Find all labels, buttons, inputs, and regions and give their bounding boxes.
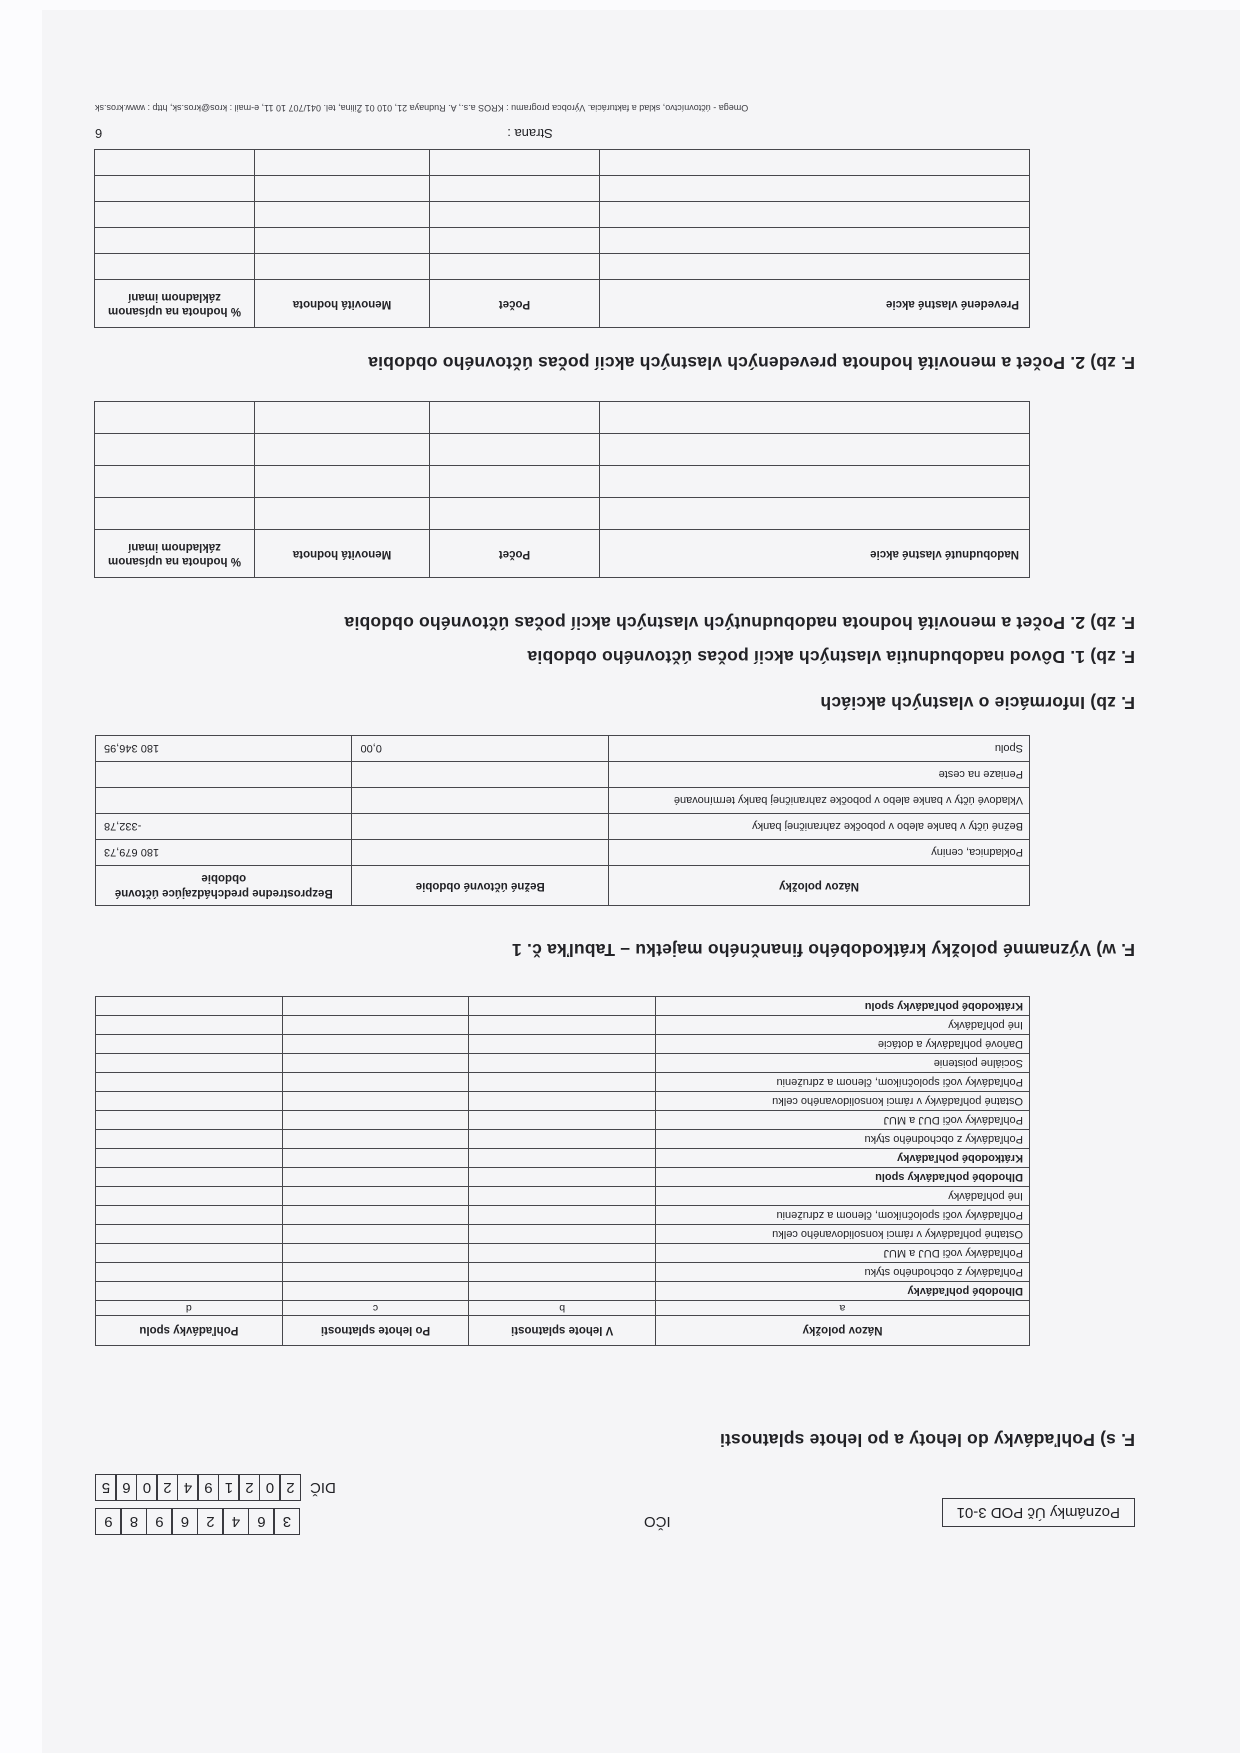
row-label: Vkladové účty v banke alebo v pobočke zahraničnej banky termínované <box>609 788 1030 814</box>
row-label: Bežné účty v banke alebo v pobočke zahraničnej banky <box>609 814 1030 840</box>
table-row-total <box>96 736 1030 762</box>
ico-digit: 2 <box>197 1508 224 1535</box>
section-fs-title: F. s) Pohľadávky do lehoty a po lehote splatnosti <box>719 1430 1135 1450</box>
dic-row <box>95 1474 671 1501</box>
amount-cell <box>96 762 353 788</box>
acquired-shares-table <box>94 401 1030 578</box>
amount-cell: 0,00 <box>352 736 609 762</box>
empty-cell <box>95 228 255 254</box>
receivables-table <box>95 996 1030 1346</box>
col-header: Počet <box>430 280 600 328</box>
col-header: Menovitá hodnota <box>255 280 430 328</box>
row-label: Daňové pohľadávky a dotácie <box>656 1035 1030 1054</box>
empty-cell <box>282 1111 469 1130</box>
empty-cell <box>469 1035 656 1054</box>
col-header: Názov položky <box>609 866 1030 906</box>
table-row <box>96 1187 1030 1206</box>
empty-cell <box>95 150 255 176</box>
amount-cell: 180 346,95 <box>96 736 353 762</box>
empty-cell <box>469 997 656 1016</box>
amount-cell <box>96 788 353 814</box>
empty-cell <box>469 1054 656 1073</box>
empty-cell <box>430 228 600 254</box>
empty-cell <box>282 997 469 1016</box>
row-label: Pohľadávky voči spoločníkom, členom a združeniu <box>656 1073 1030 1092</box>
table-row <box>96 840 1030 866</box>
empty-cell <box>95 434 255 466</box>
empty-cell <box>95 254 255 280</box>
ico-digit: 6 <box>248 1508 275 1535</box>
table-row <box>95 176 1030 202</box>
empty-cell <box>282 1054 469 1073</box>
empty-cell <box>96 1244 283 1263</box>
table-row <box>96 814 1030 840</box>
table-row <box>96 1263 1030 1282</box>
empty-cell <box>255 434 430 466</box>
empty-cell <box>430 498 600 530</box>
table-row <box>96 1111 1030 1130</box>
col-header: Pohľadávky spolu <box>96 1316 283 1346</box>
column-letters-row <box>96 1301 1030 1316</box>
table-row <box>96 762 1030 788</box>
empty-cell <box>469 1016 656 1035</box>
row-label: Iné pohľadávky <box>656 1187 1030 1206</box>
row-label: Pohľadávky voči spoločníkom, členom a združeniu <box>656 1206 1030 1225</box>
table-row <box>95 402 1030 434</box>
empty-cell <box>469 1168 656 1187</box>
amount-cell <box>352 840 609 866</box>
table-header-row <box>96 1316 1030 1346</box>
empty-cell <box>96 1282 283 1301</box>
col-letter: c <box>282 1301 469 1316</box>
empty-cell <box>469 1263 656 1282</box>
empty-cell <box>430 254 600 280</box>
empty-cell <box>282 1244 469 1263</box>
table-row <box>96 1016 1030 1035</box>
dic-digit: 2 <box>157 1474 179 1501</box>
row-label: Krátkodobé pohľadávky spolu <box>656 997 1030 1016</box>
section-zb1-title: F. zb) 1. Dôvod nadobudnutia vlastných akcií počas účtovného obdobia <box>527 647 1135 667</box>
empty-cell <box>96 1054 283 1073</box>
row-label: Sociálne poistenie <box>656 1054 1030 1073</box>
empty-cell <box>255 202 430 228</box>
table-row <box>96 1130 1030 1149</box>
empty-cell <box>600 498 1030 530</box>
empty-cell <box>282 1282 469 1301</box>
table-row <box>95 150 1030 176</box>
amount-cell <box>352 762 609 788</box>
empty-cell <box>282 1092 469 1111</box>
empty-cell <box>96 997 283 1016</box>
col-header: Bežné účtovné obdobie <box>352 866 609 906</box>
empty-cell <box>600 150 1030 176</box>
ico-digit: 9 <box>146 1508 173 1535</box>
financial-assets-table <box>95 735 1030 906</box>
dic-digit: 2 <box>280 1474 302 1501</box>
document-body <box>95 104 1135 1753</box>
page-number: 6 <box>95 126 103 142</box>
empty-cell <box>255 466 430 498</box>
ico-row <box>95 1508 671 1535</box>
ico-digit: 9 <box>95 1508 122 1535</box>
dic-digit: 5 <box>95 1474 117 1501</box>
empty-cell <box>255 228 430 254</box>
empty-cell <box>469 1282 656 1301</box>
table-row <box>96 1225 1030 1244</box>
dic-digit: 0 <box>259 1474 281 1501</box>
empty-cell <box>96 1187 283 1206</box>
empty-cell <box>95 202 255 228</box>
table-row <box>96 1206 1030 1225</box>
amount-cell <box>352 814 609 840</box>
section-zb-title: F. zb) Informácie o vlastných akciách <box>820 693 1135 713</box>
row-label: Dlhodobé pohľadávky <box>656 1282 1030 1301</box>
empty-cell <box>96 1035 283 1054</box>
amount-cell: -332,78 <box>96 814 353 840</box>
table-row <box>96 788 1030 814</box>
form-code-box: Poznámky Úč POD 3-01 <box>942 1498 1135 1527</box>
id-block <box>95 1467 671 1535</box>
empty-cell <box>430 202 600 228</box>
row-label: Pohľadávky voči DUJ a MUJ <box>656 1111 1030 1130</box>
empty-cell <box>469 1092 656 1111</box>
empty-cell <box>282 1035 469 1054</box>
table-row <box>96 1054 1030 1073</box>
dic-digit: 0 <box>136 1474 158 1501</box>
ico-digit: 4 <box>223 1508 250 1535</box>
table-header-row <box>95 280 1030 328</box>
ico-digit: 8 <box>121 1508 148 1535</box>
col-letter: d <box>96 1301 283 1316</box>
table-header-row <box>96 866 1030 906</box>
row-label: Krátkodobé pohľadávky <box>656 1149 1030 1168</box>
table-row <box>95 228 1030 254</box>
empty-cell <box>96 1130 283 1149</box>
empty-cell <box>95 498 255 530</box>
table-row <box>96 1149 1030 1168</box>
empty-cell <box>469 1206 656 1225</box>
row-label: Dlhodobé pohľadávky spolu <box>656 1168 1030 1187</box>
empty-cell <box>469 1073 656 1092</box>
empty-cell <box>430 150 600 176</box>
table-row <box>96 1092 1030 1111</box>
empty-cell <box>255 402 430 434</box>
ico-label: IČO <box>644 1513 671 1530</box>
table-row <box>95 202 1030 228</box>
col-header: % hodnota na upísanom základnom imaní <box>95 530 255 578</box>
dic-label: DIČ <box>310 1479 336 1496</box>
col-header: % hodnota na upísanom základnom imaní <box>95 280 255 328</box>
dic-digit: 6 <box>116 1474 138 1501</box>
col-header: Prevedené vlastné akcie <box>600 280 1030 328</box>
row-label: Pokladnica, ceniny <box>609 840 1030 866</box>
row-label: Iné pohľadávky <box>656 1016 1030 1035</box>
table-row <box>95 466 1030 498</box>
empty-cell <box>282 1016 469 1035</box>
table-row <box>96 1244 1030 1263</box>
transferred-shares-table <box>94 150 1030 329</box>
empty-cell <box>96 1111 283 1130</box>
empty-cell <box>282 1168 469 1187</box>
empty-cell <box>282 1149 469 1168</box>
empty-cell <box>96 1073 283 1092</box>
empty-cell <box>282 1073 469 1092</box>
amount-cell: 180 679,73 <box>96 840 353 866</box>
empty-cell <box>255 498 430 530</box>
empty-cell <box>600 402 1030 434</box>
section-fw-title: F. w) Významné položky krátkodobého finančného majetku – Tabuľka č. 1 <box>511 940 1135 960</box>
empty-cell <box>95 466 255 498</box>
amount-cell <box>352 788 609 814</box>
empty-cell <box>469 1149 656 1168</box>
col-header: Bezprostredne predchádzajúce účtovné obdobie <box>96 866 353 906</box>
empty-cell <box>469 1225 656 1244</box>
table-row <box>96 997 1030 1016</box>
empty-cell <box>282 1263 469 1282</box>
empty-cell <box>600 176 1030 202</box>
empty-cell <box>430 402 600 434</box>
empty-cell <box>96 1225 283 1244</box>
empty-cell <box>282 1130 469 1149</box>
page-number-label: Strana : <box>507 126 553 142</box>
empty-cell <box>600 434 1030 466</box>
section-zb2b-title: F. zb) 2. Počet a menovitá hodnota prevedených vlastných akcií počas účtovného obdobia <box>368 353 1135 374</box>
empty-cell <box>600 202 1030 228</box>
form-header <box>95 1463 1135 1535</box>
col-header: Nadobudnuté vlastné akcie <box>600 530 1030 578</box>
empty-cell <box>600 228 1030 254</box>
row-label: Ostatné pohľadávky v rámci konsolidovaného celku <box>656 1092 1030 1111</box>
table-row <box>96 1282 1030 1301</box>
empty-cell <box>469 1244 656 1263</box>
empty-cell <box>469 1130 656 1149</box>
empty-cell <box>600 466 1030 498</box>
empty-cell <box>96 1168 283 1187</box>
empty-cell <box>282 1225 469 1244</box>
empty-cell <box>96 1016 283 1035</box>
ico-digit: 6 <box>172 1508 199 1535</box>
row-label: Pohľadávky voči DUJ a MUJ <box>656 1244 1030 1263</box>
col-header: Menovitá hodnota <box>255 530 430 578</box>
page-number-row <box>95 127 1135 142</box>
table-row <box>95 254 1030 280</box>
table-row <box>96 1035 1030 1054</box>
empty-cell <box>282 1187 469 1206</box>
empty-cell <box>255 254 430 280</box>
row-label: Peniaze na ceste <box>609 762 1030 788</box>
empty-cell <box>96 1149 283 1168</box>
empty-cell <box>600 254 1030 280</box>
software-credit: Omega - účtovníctvo, sklad a fakturácia. Výrobca programu : KROS a.s., A. Rudnaya 21, 010 01 Žilina, tel. 041/707 10 11, e-mail : kros@kros.sk, http : www.kros.sk <box>95 103 749 114</box>
section-zb2a-title: F. zb) 2. Počet a menovitá hodnota nadobudnutých vlastných akcií počas účtovného obdobia <box>344 613 1135 633</box>
empty-cell <box>430 434 600 466</box>
table-row <box>95 498 1030 530</box>
col-header: Názov položky <box>656 1316 1030 1346</box>
empty-cell <box>95 402 255 434</box>
col-header: Po lehote splatnosti <box>282 1316 469 1346</box>
empty-cell <box>469 1187 656 1206</box>
col-letter: b <box>469 1301 656 1316</box>
empty-cell <box>430 466 600 498</box>
col-header: V lehote splatnosti <box>469 1316 656 1346</box>
col-header: Počet <box>430 530 600 578</box>
dic-digit: 1 <box>218 1474 240 1501</box>
empty-cell <box>430 176 600 202</box>
dic-digit: 4 <box>177 1474 199 1501</box>
empty-cell <box>282 1206 469 1225</box>
empty-cell <box>255 150 430 176</box>
empty-cell <box>96 1206 283 1225</box>
row-label: Pohľadávky z obchodného styku <box>656 1130 1030 1149</box>
ico-digit: 3 <box>274 1508 301 1535</box>
empty-cell <box>255 176 430 202</box>
row-label: Ostatné pohľadávky v rámci konsolidovaného celku <box>656 1225 1030 1244</box>
dic-digit: 2 <box>239 1474 261 1501</box>
empty-cell <box>96 1263 283 1282</box>
empty-cell <box>95 176 255 202</box>
empty-cell <box>469 1111 656 1130</box>
dic-digit: 9 <box>198 1474 220 1501</box>
col-letter: a <box>656 1301 1030 1316</box>
table-row <box>96 1073 1030 1092</box>
table-header-row <box>95 530 1030 578</box>
row-label: Spolu <box>609 736 1030 762</box>
empty-cell <box>96 1092 283 1111</box>
row-label: Pohľadávky z obchodného styku <box>656 1263 1030 1282</box>
table-row <box>96 1168 1030 1187</box>
table-row <box>95 434 1030 466</box>
